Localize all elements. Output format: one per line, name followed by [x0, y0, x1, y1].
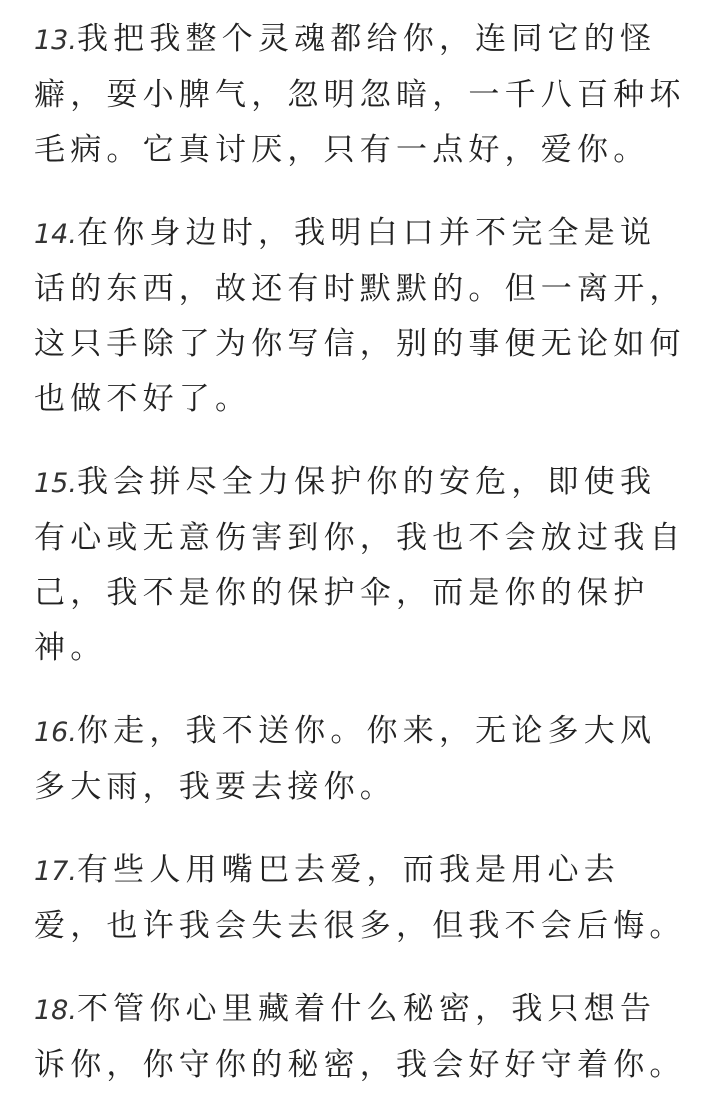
paragraph-text: 有些人用嘴巴去爱，而我是用心去爱，也许我会失去很多，但我不会后悔。 [34, 852, 686, 944]
paragraph-text: 我把我整个灵魂都给你，连同它的怪癖，耍小脾气，忽明忽暗，一千八百种坏毛病。它真讨厌，只有一点好，爱你。 [34, 21, 686, 168]
paragraph-16 [34, 704, 686, 815]
paragraph-13 [34, 12, 686, 178]
paragraph-number: 16. [34, 717, 77, 748]
paragraph-text: 不管你心里藏着什么秘密，我只想告诉你，你守你的秘密，我会好好守着你。 [34, 991, 686, 1083]
paragraph-text: 我会拼尽全力保护你的安危，即使我有心或无意伤害到你，我也不会放过我自己，我不是你的保护伞，而是你的保护神。 [34, 464, 686, 666]
paragraph-number: 13. [34, 25, 77, 56]
paragraph-17 [34, 843, 686, 954]
paragraph-15 [34, 455, 686, 676]
paragraph-text: 你走，我不送你。你来，无论多大风多大雨，我要去接你。 [34, 713, 657, 805]
paragraph-number: 17. [34, 856, 77, 887]
paragraph-number: 15. [34, 468, 77, 499]
paragraph-14 [34, 206, 686, 427]
paragraph-number: 14. [34, 219, 77, 250]
paragraph-number: 18. [34, 995, 77, 1026]
paragraph-18 [34, 982, 686, 1093]
paragraph-text: 在你身边时，我明白口并不完全是说话的东西，故还有时默默的。但一离开，这只手除了为你写信，别的事便无论如何也做不好了。 [34, 215, 686, 417]
